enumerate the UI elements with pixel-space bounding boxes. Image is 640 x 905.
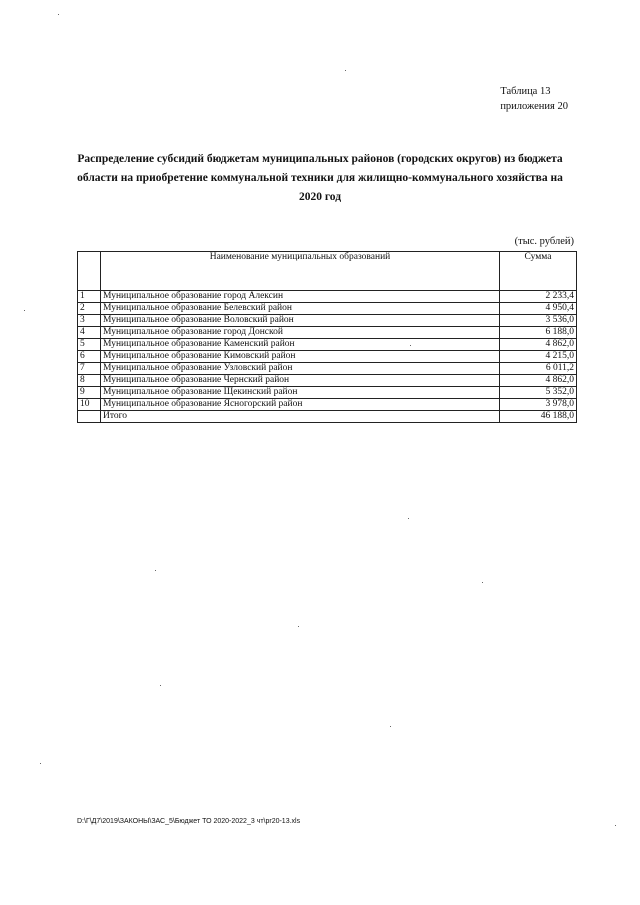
row-amount: 3 536,0	[500, 315, 577, 327]
scan-speck	[155, 570, 156, 571]
scan-speck	[160, 685, 161, 686]
table-row	[78, 375, 577, 387]
table-row	[78, 339, 577, 351]
row-name: Муниципальное образование Белевский район	[101, 303, 500, 315]
header-amount: Сумма	[500, 252, 577, 291]
table-row	[78, 351, 577, 363]
scan-speck	[410, 345, 411, 346]
row-amount: 4 950,4	[500, 303, 577, 315]
header-name: Наименование муниципальных образований	[101, 252, 500, 291]
total-amount: 46 188,0	[500, 411, 577, 423]
row-name: Муниципальное образование Щекинский район	[101, 387, 500, 399]
row-name: Муниципальное образование Ясногорский район	[101, 399, 500, 411]
appendix-reference: приложения 20	[500, 101, 568, 112]
units-label: (тыс. рублей)	[514, 236, 574, 247]
row-number: 9	[78, 387, 101, 399]
table-row	[78, 291, 577, 303]
row-number: 6	[78, 351, 101, 363]
scan-speck	[40, 763, 41, 764]
row-amount: 6 011,2	[500, 363, 577, 375]
scan-speck	[298, 626, 299, 627]
table-row	[78, 399, 577, 411]
row-number: 10	[78, 399, 101, 411]
scan-speck	[24, 310, 25, 311]
row-amount: 4 862,0	[500, 375, 577, 387]
total-label: Итого	[101, 411, 500, 423]
row-name: Муниципальное образование город Алексин	[101, 291, 500, 303]
row-amount: 4 215,0	[500, 351, 577, 363]
scan-speck	[345, 70, 346, 71]
table-number: Таблица 13	[500, 86, 551, 97]
row-amount: 5 352,0	[500, 387, 577, 399]
row-number: 3	[78, 315, 101, 327]
row-name: Муниципальное образование Узловский район	[101, 363, 500, 375]
total-row	[78, 411, 577, 423]
row-amount: 6 188,0	[500, 327, 577, 339]
subsidy-table	[77, 251, 577, 423]
file-path: D:\Г\Д7\2019\ЗАКОНЫ\ЗАС_5\Бюджет ТО 2020-2022_3 чт\pr20-13.xls	[77, 818, 301, 825]
table-row	[78, 303, 577, 315]
row-amount: 3 978,0	[500, 399, 577, 411]
row-number: 4	[78, 327, 101, 339]
scan-speck	[390, 726, 391, 727]
table-row	[78, 327, 577, 339]
header-number	[78, 252, 101, 291]
table-reference	[500, 84, 568, 114]
scan-speck	[408, 518, 409, 519]
row-name: Муниципальное образование Каменский район	[101, 339, 500, 351]
table-row	[78, 387, 577, 399]
total-number	[78, 411, 101, 423]
table-row	[78, 315, 577, 327]
row-number: 7	[78, 363, 101, 375]
table-header-row	[78, 252, 577, 291]
scan-speck	[615, 825, 616, 826]
row-name: Муниципальное образование город Донской	[101, 327, 500, 339]
row-number: 1	[78, 291, 101, 303]
row-number: 8	[78, 375, 101, 387]
scan-speck	[482, 582, 483, 583]
document-title: Распределение субсидий бюджетам муниципальных районов (городских округов) из бюджета области на приобретение коммунальной техники для жилищно-коммунального хозяйства на 2020 год	[77, 153, 563, 203]
row-number: 5	[78, 339, 101, 351]
row-amount: 2 233,4	[500, 291, 577, 303]
row-name: Муниципальное образование Чернский район	[101, 375, 500, 387]
row-name: Муниципальное образование Воловский район	[101, 315, 500, 327]
table-row	[78, 363, 577, 375]
row-name: Муниципальное образование Кимовский район	[101, 351, 500, 363]
row-number: 2	[78, 303, 101, 315]
row-amount: 4 862,0	[500, 339, 577, 351]
scan-speck	[58, 14, 59, 15]
